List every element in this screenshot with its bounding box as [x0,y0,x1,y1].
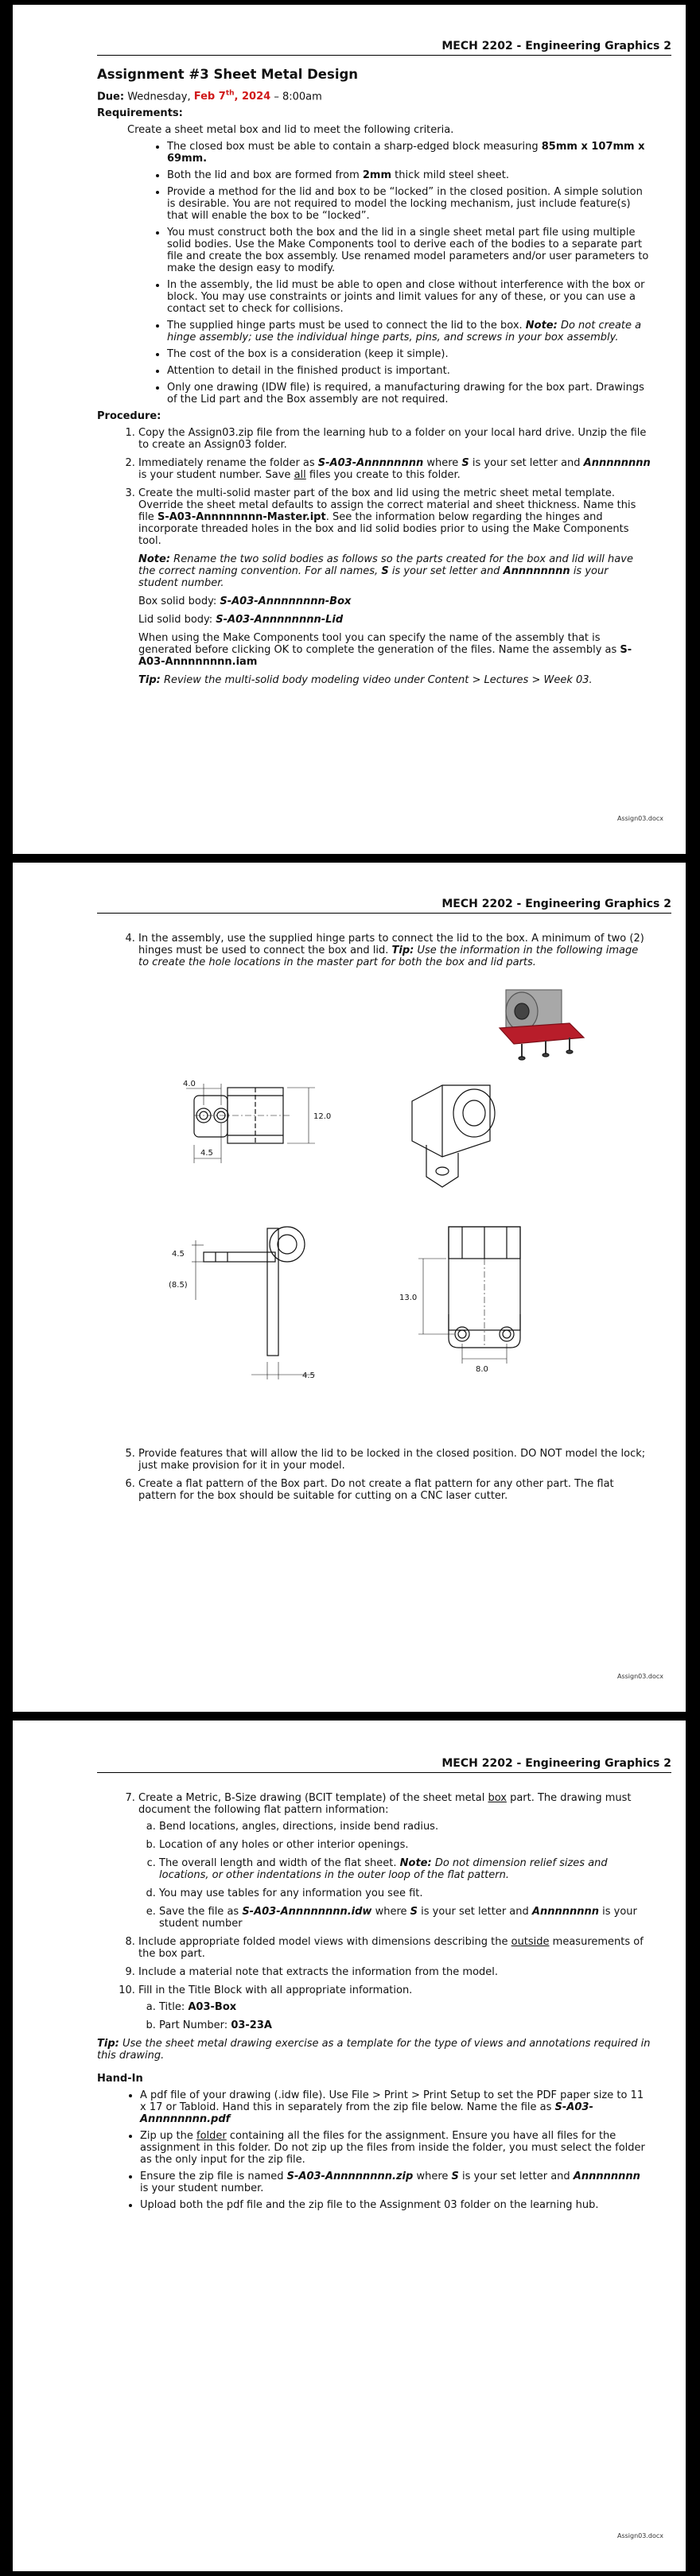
hinge-figure [13,982,686,1491]
list-item: e. Save the file as S-A03-Annnnnnnn.idw where S is your set letter and Annnnnnnn is your student number [159,1906,651,1930]
page-1 [13,5,686,854]
procedure-list [97,427,651,547]
list-item: • Both the lid and box are formed from 2mm thick mild steel sheet. [167,169,651,181]
list-item: 8. Include appropriate folded model views with dimensions describing the outside measurements of the box part. [138,1936,651,1960]
page-3-content [97,1792,651,2216]
list-item: • Only one drawing (IDW file) is required, a manufacturing drawing for the box part. Drawings of the Lid part and the Box assembly are not required. [167,382,651,405]
dim-label: 8.0 [476,1365,488,1374]
dim-label: 4.5 [172,1250,185,1259]
list-item: • The cost of the box is a consideration (keep it simple). [167,348,651,360]
tip-paragraph: Tip: Review the multi-solid body modeling video under Content > Lectures > Week 03. [138,674,593,687]
list-item: b. Part Number: 03-23A [159,2019,651,2031]
dim-label: 13.0 [399,1294,418,1302]
page-2 [13,863,686,1712]
hinge-render [500,990,584,1060]
lid-body-line: Lid solid body: S-A03-Annnnnnnn-Lid [138,614,344,627]
list-item: d. You may use tables for any information you see fit. [159,1887,651,1899]
handin-heading: Hand-In [97,2073,143,2085]
page-2-content [97,933,651,975]
list-item: a. Title: A03-Box [159,2001,651,2013]
note-paragraph: Note: Rename the two solid bodies as follows so the parts created for the box and lid will have the correct naming convention. For all names, S is your set letter and Annnnnnnn is your student number. [138,553,633,590]
list-item: • The supplied hinge parts must be used to connect the lid to the box. Note: Do not create a hinge assembly; use the individual hinge parts, pins, and screws in your box assembly. [167,320,651,343]
handin-list [97,2089,651,2211]
list-item: • Ensure the zip file is named S-A03-Annnnnnnn.zip where S is your set letter and Annnnnnnn is your student number. [140,2171,651,2194]
dim-label: 4.5 [200,1149,213,1158]
page-2-content-lower [97,1448,651,1508]
dim-label: 12.0 [313,1112,332,1121]
assembly-paragraph: When using the Make Components tool you can specify the name of the assembly that is generated before clicking OK to complete the generation of the files. Name the assembly as S-A03-Annnnnnnn.iam [138,632,632,669]
procedure-list [97,933,651,968]
hinge-iso-view [412,1085,495,1187]
list-item: 9. Include a material note that extracts the information from the model. [138,1966,651,1978]
page-title: Assignment #3 Sheet Metal Design [97,67,359,82]
list-item: • The closed box must be able to contain a sharp-edged block measuring 85mm x 107mm x 69mm. [167,141,651,165]
page-3 [13,1721,686,2571]
list-item: • Provide a method for the lid and box to be “locked” in the closed position. A simple solution is desirable. You are not required to model the locking mechanism, just include feature(s) that will enable the box to be “locked”. [167,186,651,222]
requirements-heading: Requirements: [97,107,183,120]
due-line: Due: Wednesday, Feb 7th, 2024 – 8:00am [97,90,322,103]
list-item: • Zip up the folder containing all the files for the assignment. Ensure you have all files for the assignment in this folder. Do not zip up the files from inside the folder, you must select the folder as the only input for the zip file. [140,2130,651,2166]
list-item: • You must construct both the box and the lid in a single sheet metal part file using multiple solid bodies. Use the Make Components tool to derive each of the bodies to a separate part file and create the box assembly. Use renamed model parameters and/or user parameters to make the design easy to modify. [167,227,651,274]
list-item: 7. Create a Metric, B-Size drawing (BCIT template) of the sheet metal box part. The drawing must document the following flat pattern information: a. Bend locations, angles, directions, inside bend radius. b. Location of any holes or other interior openings. c. The overall length and width of the flat sheet. Note: Do not dimension relief sizes and locations, or other indentations in the outer loop of the flat pattern. d. You may use tables for any information you see fit. e. Save the file as S-A03-Annnnnnnn.idw where S is your set letter and Annnnnnnn is your student number [138,1792,651,1930]
requirements-intro: Create a sheet metal box and lid to meet the following criteria. [127,124,454,137]
list-item: c. The overall length and width of the flat sheet. Note: Do not dimension relief sizes and locations, or other indentations in the outer loop of the flat pattern. [159,1857,651,1881]
box-body-line: Box solid body: S-A03-Annnnnnnn-Box [138,596,352,608]
list-item: 6. Create a flat pattern of the Box part. Do not create a flat pattern for any other part. The flat pattern for the box should be suitable for cutting on a CNC laser cutter. [138,1478,651,1502]
dim-label: 4.0 [183,1080,196,1088]
page-header: MECH 2202 - Engineering Graphics 2 [97,40,671,56]
dim-label: 4.5 [302,1371,315,1380]
sub-list [138,1821,651,1930]
list-item: 2. Immediately rename the folder as S-A03-Annnnnnnn where S is your set letter and Annnnnnnn is your student number. Save all files you create to this folder. [138,457,651,481]
page-header: MECH 2202 - Engineering Graphics 2 [97,898,671,914]
procedure-list [97,1792,651,2031]
list-item: 4. In the assembly, use the supplied hinge parts to connect the lid to the box. A minimum of two (2) hinges must be used to connect the box and lid. Tip: Use the information in the following image to create the hole locations in the master part for both the box and lid parts. [138,933,651,968]
list-item: 3. Create the multi-solid master part of the box and lid using the metric sheet metal template. Override the sheet metal defaults to assign the correct material and sheet thickness. Name this file S-A03-Annnnnnnn-Master.ipt. See the information below regarding the hinges and incorporate threaded holes in the box and lid solid bodies prior to using the Make Components tool. [138,487,651,547]
tip-paragraph: Tip: Use the sheet metal drawing exercise as a template for the type of views and annotations required in this drawing. [97,2038,651,2062]
page-footer: Assign03.docx [616,1673,663,1680]
list-item: • A pdf file of your drawing (.idw file). Use File > Print > Print Setup to set the PDF paper size to 11 x 17 or Tabloid. Hand this in separately from the zip file below. Name the file as S-A03-Annnnnnnn.pdf [140,2089,651,2125]
page-1-content [97,68,651,692]
list-item: b. Location of any holes or other interior openings. [159,1839,651,1851]
hinge-front-view [418,1227,520,1364]
dim-label: (8.5) [169,1281,188,1290]
sub-list [138,2001,651,2031]
list-item: 10. Fill in the Title Block with all appropriate information. a. Title: A03-Box b. Part Number: 03-23A [138,1984,651,2031]
page-footer: Assign03.docx [616,815,663,822]
list-item: a. Bend locations, angles, directions, inside bend radius. [159,1821,651,1833]
list-item: • Upload both the pdf file and the zip file to the Assignment 03 folder on the learning hub. [140,2199,651,2211]
list-item: • In the assembly, the lid must be able to open and close without interference with the box or block. You may use constraints or joints and limit values for any of these, or you can use a contact set to check for collisions. [167,279,651,315]
list-item: • Attention to detail in the finished product is important. [167,365,651,377]
hinge-side-view [192,1227,315,1379]
list-item: 5. Provide features that will allow the lid to be locked in the closed position. DO NOT model the lock; just make provision for it in your model. [138,1448,651,1472]
procedure-list [97,1448,651,1502]
page-header: MECH 2202 - Engineering Graphics 2 [97,1757,671,1773]
procedure-heading: Procedure: [97,410,161,423]
requirements-list [97,141,651,405]
list-item: 1. Copy the Assign03.zip file from the learning hub to a folder on your local hard drive. Unzip the file to create an Assign03 folder. [138,427,651,451]
page-footer: Assign03.docx [616,2532,663,2539]
